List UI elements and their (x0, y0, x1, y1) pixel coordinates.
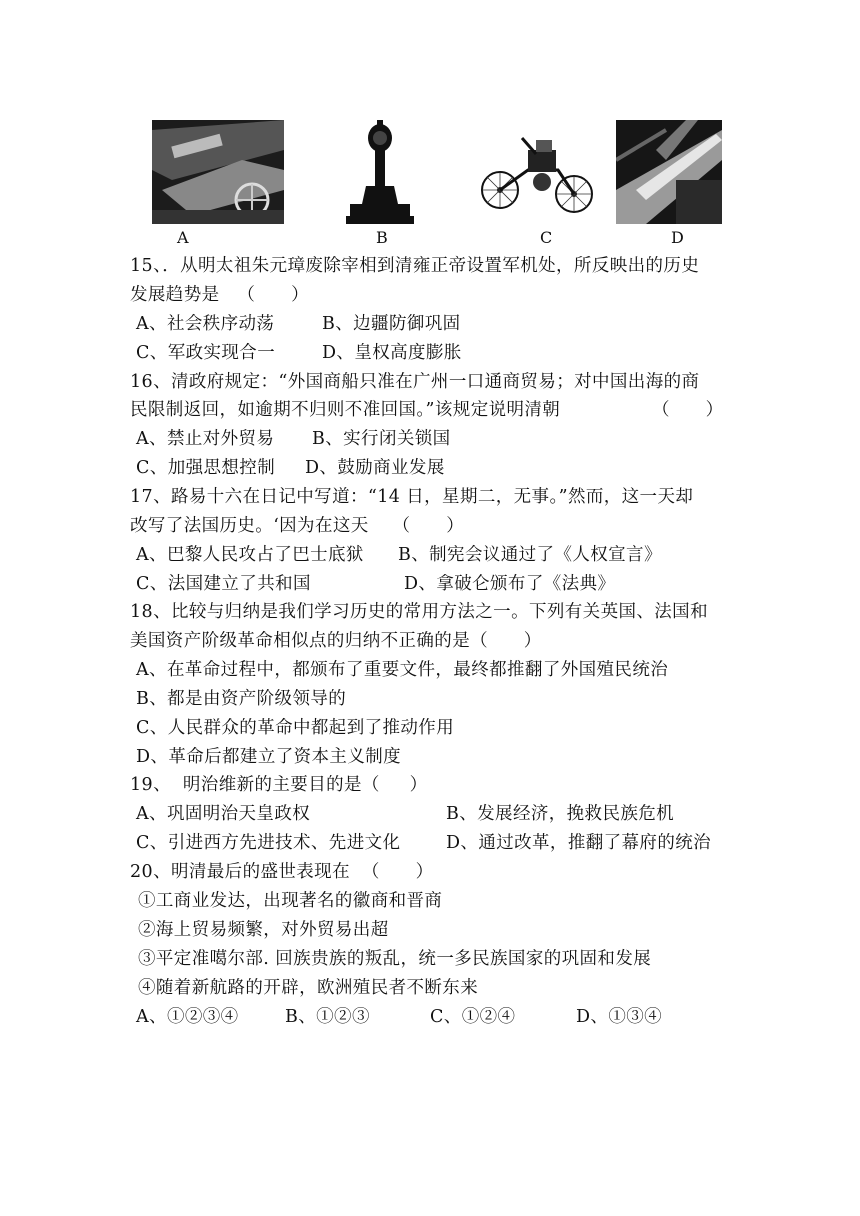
question-17-option-d: D、拿破仑颁布了《法典》 (404, 574, 616, 594)
question-15-stem-line-2: 发展趋势是 （ ） (130, 285, 309, 305)
question-15-stem-line-1: 15、．从明太祖朱元璋废除宰相到清雍正帝设置军机处，所反映出的历史 (130, 256, 700, 276)
question-20-item-1: ①工商业发达，出现著名的徽商和晋商 (138, 891, 443, 911)
question-18-option-b: B、都是由资产阶级领导的 (136, 689, 347, 709)
question-16-option-a: A、禁止对外贸易 (136, 429, 275, 449)
question-15-option-b: B、边疆防御巩固 (322, 314, 461, 334)
question-17-option-b: B、制宪会议通过了《人权宣言》 (398, 545, 662, 565)
question-19-option-c: C、引进西方先进技术、先进文化 (136, 833, 401, 853)
question-17-stem-line-1: 17、路易十六在日记中写道：“14 日，星期二，无事。”然而，这一天却 (130, 487, 694, 507)
question-15-option-c: C、军政实现合一 (136, 343, 276, 363)
question-20-item-2: ②海上贸易频繁，对外贸易出超 (138, 920, 389, 940)
question-16-answer-bracket: （ ） (652, 400, 724, 420)
question-18-stem-line-2: 美国资产阶级革命相似点的归纳不正确的是（ ） (130, 631, 542, 651)
question-17-stem-line-2: 改写了法国历史。‘因为在这天 （ ） (130, 516, 465, 536)
question-20-option-c: C、①②④ (430, 1007, 516, 1027)
telegraph-device-photo-icon (344, 120, 414, 224)
question-15-option-a: A、社会秩序动荡 (136, 314, 275, 334)
figure-label-b: B (376, 228, 388, 247)
steam-machine-photo-icon (152, 120, 284, 224)
question-18-option-c: C、人民群众的革命中都起到了推动作用 (136, 718, 455, 738)
question-19-option-b: B、发展经济，挽救民族危机 (446, 804, 675, 824)
question-16-stem-line-1: 16、清政府规定：“外国商船只准在广州一口通商贸易；对中国出海的商 (130, 372, 700, 392)
question-20-option-b: B、①②③ (285, 1007, 370, 1027)
question-19-stem: 19、 明治维新的主要目的是（ ） (130, 775, 428, 795)
question-20-option-d: D、①③④ (576, 1007, 663, 1027)
airplane-photo-icon (616, 120, 722, 224)
question-15-option-d: D、皇权高度膨胀 (322, 343, 462, 363)
question-16-option-c: C、加强思想控制 (136, 458, 276, 478)
question-20-option-a: A、①②③④ (136, 1007, 239, 1027)
figure-label-c: C (540, 228, 553, 247)
question-18-option-d: D、革命后都建立了资本主义制度 (136, 747, 402, 767)
question-20-stem: 20、明清最后的盛世表现在 （ ） (130, 862, 434, 882)
question-16-stem-line-2: 民限制返回，如逾期不归则不准回国。”该规定说明清朝 (130, 400, 561, 420)
early-automobile-photo-icon (478, 120, 596, 224)
question-16-option-b: B、实行闭关锁国 (312, 429, 451, 449)
figure-label-d: D (671, 228, 684, 247)
question-16-option-d: D、鼓励商业发展 (305, 458, 445, 478)
question-18-stem-line-1: 18、比较与归纳是我们学习历史的常用方法之一。下列有关英国、法国和 (130, 602, 708, 622)
question-19-option-a: A、巩固明治天皇政权 (136, 804, 311, 824)
question-19-option-d: D、通过改革，推翻了幕府的统治 (446, 833, 712, 853)
question-20-item-3: ③平定准噶尔部. 回族贵族的叛乱，统一多民族国家的巩固和发展 (138, 949, 652, 969)
question-17-option-c: C、法国建立了共和国 (136, 574, 311, 594)
question-18-option-a: A、在革命过程中，都颁布了重要文件，最终都推翻了外国殖民统治 (136, 660, 669, 680)
question-20-item-4: ④随着新航路的开辟，欧洲殖民者不断东来 (138, 978, 479, 998)
question-17-option-a: A、巴黎人民攻占了巴士底狱 (136, 545, 364, 565)
figure-label-a: A (177, 228, 189, 247)
